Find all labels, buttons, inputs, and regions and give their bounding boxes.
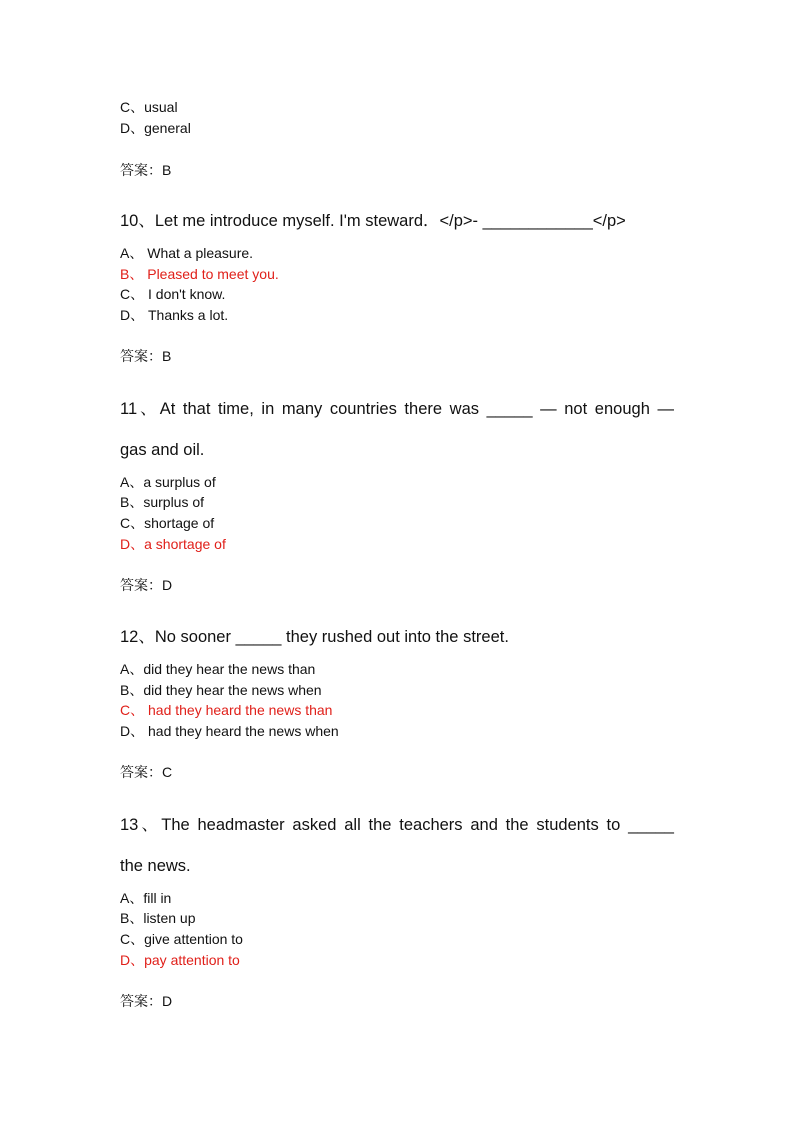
question-12-option-c-correct: C、 had they heard the news than: [120, 702, 333, 718]
question-10-option-a: A、 What a pleasure.: [120, 245, 254, 261]
question-13-option-c: C、give attention to: [120, 931, 243, 947]
question-13-option-d-correct: D、pay attention to: [120, 952, 240, 968]
question-11-option-a: A、a surplus of: [120, 474, 216, 490]
question-12-stem: 12、No sooner _____ they rushed out into the street.: [120, 628, 509, 646]
prev-answer: 答案：B: [120, 162, 172, 178]
question-13-stem-line-2: the news.: [120, 857, 191, 875]
question-10-option-d: D、 Thanks a lot.: [120, 307, 229, 323]
question-10-option-c: C、 I don't know.: [120, 286, 226, 302]
question-11-answer: 答案：D: [120, 577, 173, 593]
question-13-option-a: A、fill in: [120, 890, 172, 906]
question-13-answer: 答案：D: [120, 993, 173, 1009]
question-12-option-a: A、did they hear the news than: [120, 661, 316, 677]
question-13-option-b: B、listen up: [120, 910, 196, 926]
question-11-option-d-correct: D、a shortage of: [120, 536, 226, 552]
question-11-stem-line-1: 11、At that time, in many countries there was _____ — not enough —: [120, 400, 674, 418]
prev-option-c: C、usual: [120, 99, 178, 115]
question-10-answer: 答案：B: [120, 348, 172, 364]
question-12-answer: 答案：C: [120, 764, 173, 780]
question-13-stem-line-1: 13、The headmaster asked all the teachers and the students to _____: [120, 816, 674, 834]
prev-option-d: D、general: [120, 120, 191, 136]
question-10-stem: 10、Let me introduce myself. I'm steward．</p>- ____________</p>: [120, 212, 626, 230]
question-11-option-c: C、shortage of: [120, 515, 215, 531]
question-10-option-b-correct: B、 Pleased to meet you.: [120, 266, 279, 282]
question-11-stem-line-2: gas and oil.: [120, 441, 205, 459]
question-12-option-b: B、did they hear the news when: [120, 682, 322, 698]
question-12-option-d: D、 had they heard the news when: [120, 723, 339, 739]
question-11-option-b: B、surplus of: [120, 494, 205, 510]
